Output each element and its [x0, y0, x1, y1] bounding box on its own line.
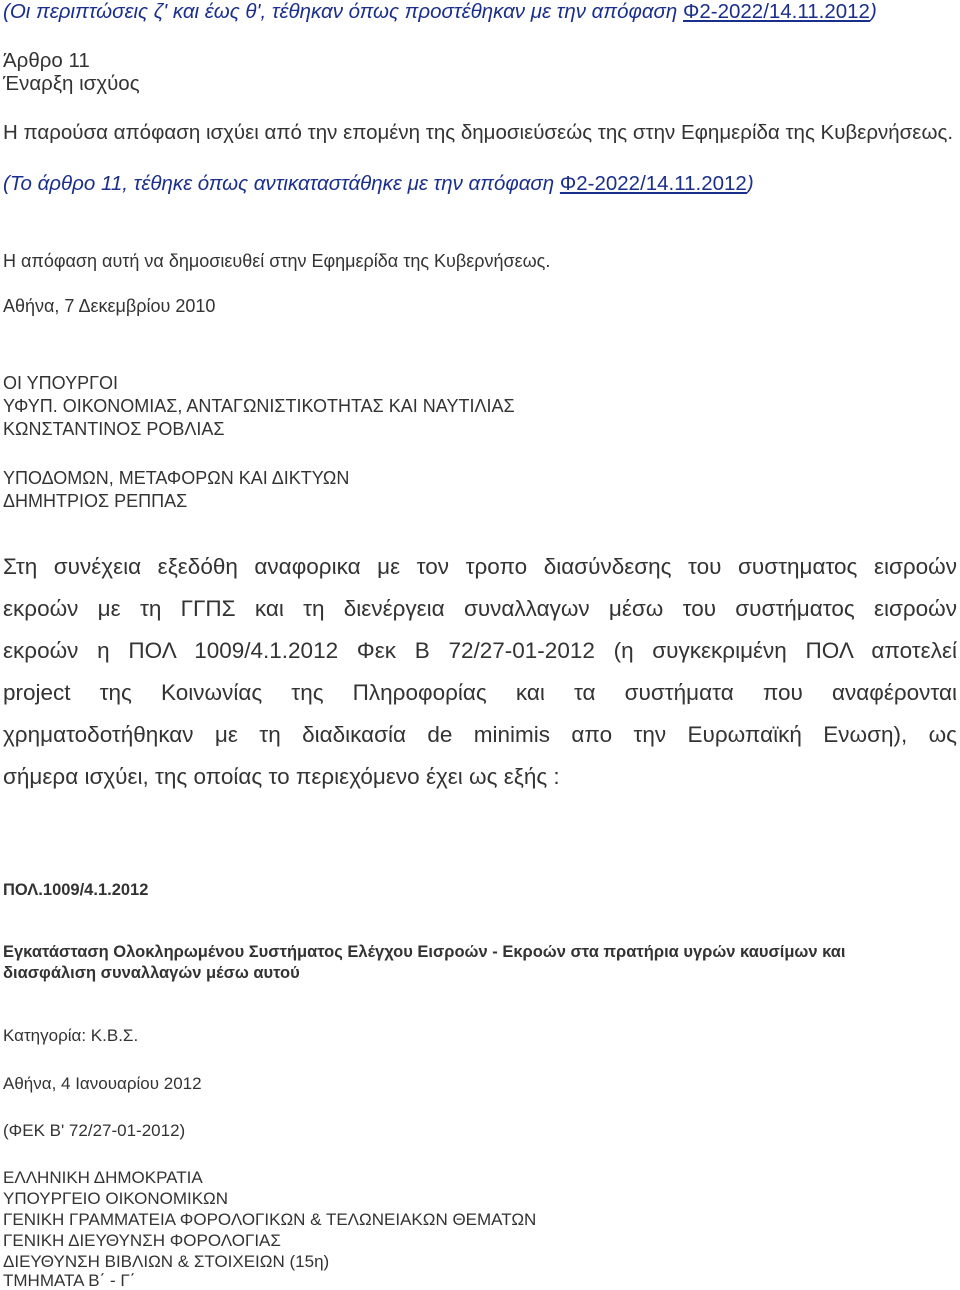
publication-order: Η απόφαση αυτή να δημοσιευθεί στην Εφημερίδα της Κυβερνήσεως.	[3, 251, 551, 271]
ministers-heading: ΟΙ ΥΠΟΥΡΓΟΙ	[3, 373, 119, 393]
minister-2-role: ΥΠΟΔΟΜΩΝ, ΜΕΤΑΦΟΡΩΝ ΚΑΙ ΔΙΚΤΥΩΝ	[3, 468, 350, 488]
pol-title-line-2: διασφάλιση συναλλαγών μέσω αυτού	[3, 964, 300, 982]
authority-line-3: ΓΕΝΙΚΗ ΓΡΑΜΜΑΤΕΙΑ ΦΟΡΟΛΟΓΙΚΩΝ & ΤΕΛΩΝΕΙΑΚΩΝ ΘΕΜΑΤΩΝ	[3, 1210, 537, 1229]
paragraph-line-4: project της Κοινωνίας της Πληροφορίας και τα συστήματα που αναφέρονται	[3, 680, 957, 705]
authority-line-6: ΤΜΗΜΑΤΑ Β΄ - Γ΄	[3, 1271, 136, 1290]
article-amendment-note	[3, 172, 754, 196]
article-note-suffix: )	[746, 172, 754, 195]
amendment-note-suffix: )	[869, 0, 877, 23]
pol-category: Κατηγορία: Κ.Β.Σ.	[3, 1026, 139, 1045]
authority-line-4: ΓΕΝΙΚΗ ΔΙΕΥΘΥΝΣΗ ΦΟΡΟΛΟΓΙΑΣ	[3, 1231, 281, 1250]
article-note-text: (Το άρθρο 11, τέθηκε όπως αντικαταστάθηκε με την απόφαση	[3, 172, 560, 195]
authority-line-1: ΕΛΛΗΝΙΚΗ ΔΗΜΟΚΡΑΤΙΑ	[3, 1168, 203, 1187]
amendment-note	[3, 0, 877, 24]
pol-title-line-1: Εγκατάσταση Ολοκληρωμένου Συστήματος Ελέγχου Εισροών - Εκροών στα πρατήρια υγρών καυσίμων και	[3, 943, 846, 961]
paragraph-line-3: εκροών η ΠΟΛ 1009/4.1.2012 Φεκ Β 72/27-01-2012 (η συγκεκριμένη ΠΟΛ αποτελεί	[3, 638, 957, 663]
pol-date: Αθήνα, 4 Ιανουαρίου 2012	[3, 1074, 202, 1093]
pol-code: ΠΟΛ.1009/4.1.2012	[3, 881, 149, 899]
article-title: Έναρξη ισχύος	[3, 72, 140, 95]
article-amendment-link[interactable]: Φ2-2022/14.11.2012	[559, 172, 747, 195]
minister-1-role: ΥΦΥΠ. ΟΙΚΟΝΟΜΙΑΣ, ΑΝΤΑΓΩΝΙΣΤΙΚΟΤΗΤΑΣ ΚΑΙ ΝΑΥΤΙΛΙΑΣ	[3, 396, 515, 416]
paragraph-line-6: σήμερα ισχύει, της οποίας το περιεχόμενο έχει ως εξής :	[3, 764, 560, 789]
minister-1-name: ΚΩΝΣΤΑΝΤΙΝΟΣ ΡΟΒΛΙΑΣ	[3, 419, 225, 439]
authority-line-2: ΥΠΟΥΡΓΕΙΟ ΟΙΚΟΝΟΜΙΚΩΝ	[3, 1189, 229, 1208]
amendment-note-text: (Οι περιπτώσεις ζ' και έως θ', τέθηκαν όπως προστέθηκαν με την απόφαση	[3, 0, 683, 23]
article-number: Άρθρο 11	[3, 49, 90, 72]
paragraph-line-2: εκροών με τη ΓΓΠΣ και τη διενέργεια συναλλαγων μέσω του συστήματος εισροών	[3, 596, 957, 621]
authority-line-5: ΔΙΕΥΘΥΝΣΗ ΒΙΒΛΙΩΝ & ΣΤΟΙΧΕΙΩΝ (15η)	[3, 1252, 330, 1271]
pol-fek: (ΦΕΚ Β' 72/27-01-2012)	[3, 1121, 186, 1140]
signing-date: Αθήνα, 7 Δεκεμβρίου 2010	[3, 296, 216, 316]
paragraph-line-5: χρηματοδοτήθηκαν με τη διαδικασία de minimis απο την Ευρωπαϊκή Ενωση), ως	[3, 722, 957, 747]
article-body: Η παρούσα απόφαση ισχύει από την επομένη της δημοσιεύσεώς της στην Εφημερίδα της Κυβερνήσεως.	[3, 121, 954, 144]
paragraph-line-1: Στη συνέχεια εξεδόθη αναφορικα με τον τροπο διασύνδεσης του συστηματος εισροών	[3, 554, 957, 579]
amendment-link[interactable]: Φ2-2022/14.11.2012	[683, 0, 870, 23]
minister-2-name: ΔΗΜΗΤΡΙΟΣ ΡΕΠΠΑΣ	[3, 491, 188, 511]
